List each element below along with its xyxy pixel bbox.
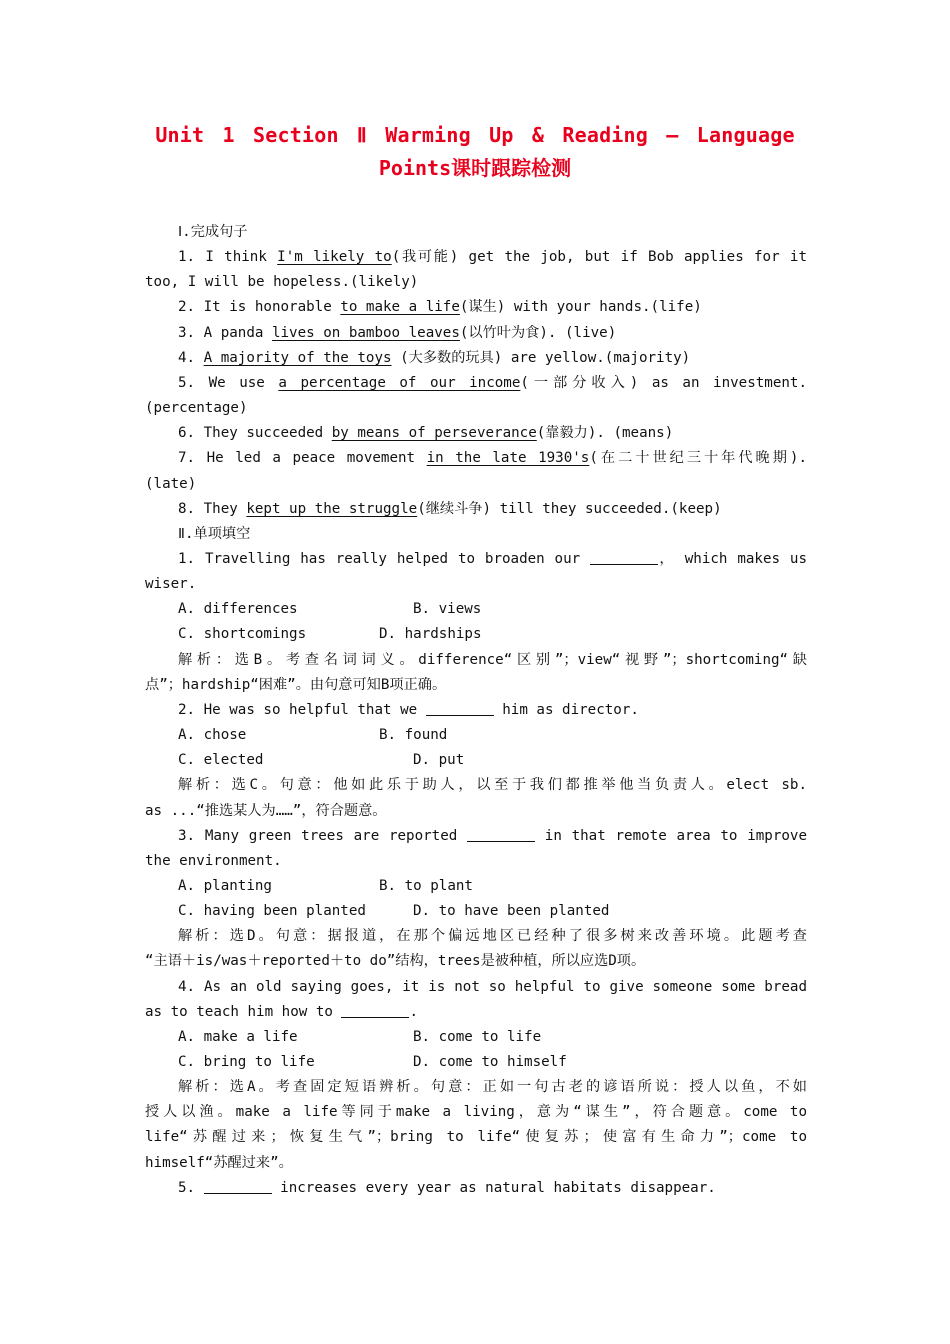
answer-1-1: I'm likely to [277,249,392,266]
answer-blank [426,701,494,716]
explanation-2-2: 解析：选C。句意：他如此乐于助人，以至于我们都推举他当负责人。elect sb. [178,777,807,794]
section-heading-2: Ⅱ.单项填空 [178,525,251,542]
answer-1-4: A majority of the toys [203,349,392,366]
explanation-2-1-cont: 点”；hardship“困难”。由句意可知B项正确。 [145,676,447,693]
option-d: D. to have been planted [413,903,610,920]
explanation-2-2-cont: as ...“推选某人为……”，符合题意。 [145,802,387,819]
answer-1-6: by means of perseverance [331,425,537,442]
question-2-3: 3. Many green trees are reported in that remote area to improve [178,827,807,844]
answer-1-2: to make a life [340,299,460,316]
explanation-2-4: 解析：选A。考查固定短语辨析。句意：正如一句古老的谚语所说：授人以鱼，不如 [178,1079,807,1096]
question-1-1: 1. I think I'm likely to(我可能) get the job, but if Bob applies for it [178,249,807,266]
page-title-line2: Points课时跟踪检测 [378,156,572,180]
option-d: D. put [413,752,465,769]
option-a: A. differences [178,601,298,618]
option-a: A. planting [178,877,272,894]
answer-1-7: in the late 1930's [426,450,590,467]
answer-blank [341,1003,409,1018]
option-c: C. bring to life [178,1054,315,1071]
option-c: C. having been planted [178,903,366,920]
answer-1-8: kept up the struggle [246,500,418,517]
options-2-4-row2 [145,1050,807,1075]
option-b: B. to plant [379,877,473,894]
page-title-line1: Unit 1 Section Ⅱ Warming Up & Reading — Language [155,123,795,147]
options-2-1-row1 [145,597,807,622]
question-2-1: 1. Travelling has really helped to broaden our ， which makes us [178,550,807,567]
question-2-4: 4. As an old saying goes, it is not so helpful to give someone some bread [178,978,807,995]
question-2-2: 2. He was so helpful that we him as director. [178,701,639,718]
question-1-6: 6. They succeeded by means of perseverance(靠毅力). (means) [178,425,674,442]
question-1-5: 5. We use a percentage of our income(一部分收入) as an investment. [178,374,807,391]
question-1-8: 8. They kept up the struggle(继续斗争) till they succeeded.(keep) [178,500,722,517]
explanation-2-3-cont: “主语＋is/was＋reported＋to do”结构，trees是被种植，所以应选D项。 [145,953,646,970]
option-c: C. shortcomings [178,626,307,643]
option-d: D. come to himself [413,1054,567,1071]
answer-1-5: a percentage of our income [278,374,521,391]
explanation-2-3: 解析：选D。句意：据报道，在那个偏远地区已经种了很多树来改善环境。此题考查 [178,928,807,945]
option-a: A. make a life [178,1028,298,1045]
question-1-7-cont: (late) [145,475,197,492]
option-b: B. come to life [413,1028,542,1045]
answer-blank [590,550,658,565]
question-1-7: 7. He led a peace movement in the late 1930's(在二十世纪三十年代晚期). [178,450,807,467]
options-2-3-row1 [145,874,807,899]
answer-blank [467,827,535,842]
answer-1-3: lives on bamboo leaves [271,324,460,341]
question-1-4: 4. A majority of the toys (大多数的玩具) are yellow.(majority) [178,349,691,366]
option-a: A. chose [178,727,247,744]
question-1-1-cont: too, I will be hopeless.(likely) [145,274,419,291]
explanation-2-4-cont3: himself“苏醒过来”。 [145,1154,293,1171]
option-c: C. elected [178,752,264,769]
option-d: D. hardships [379,626,482,643]
options-2-2-row1 [145,723,807,748]
question-2-3-cont: the environment. [145,852,282,869]
options-2-1-row2 [145,622,807,647]
question-1-5-cont: (percentage) [145,400,248,417]
options-2-4-row1 [145,1025,807,1050]
answer-blank [204,1179,272,1194]
option-b: B. views [413,601,482,618]
question-2-5: 5. increases every year as natural habitats disappear. [178,1179,716,1196]
options-2-3-row2 [145,899,807,924]
document-body [145,220,807,1201]
question-1-3: 3. A panda lives on bamboo leaves(以竹叶为食). (live) [178,324,617,341]
options-2-2-row2 [145,748,807,773]
explanation-2-1: 解析：选B。考查名词词义。difference“区别”；view“视野”；shortcoming“缺 [178,651,807,668]
explanation-2-4-cont2: life“苏醒过来；恢复生气”；bring to life“使复苏；使富有生命力”；come to [145,1129,807,1146]
question-2-1-cont: wiser. [145,576,197,593]
option-b: B. found [379,727,448,744]
explanation-2-4-cont1: 授人以渔。make a life等同于make a living，意为“谋生”，符合题意。come to [145,1104,807,1121]
section-heading-1: Ⅰ.完成句子 [178,224,248,240]
question-2-4-cont: as to teach him how to . [145,1003,419,1020]
question-1-2: 2. It is honorable to make a life(谋生) with your hands.(life) [178,299,702,316]
